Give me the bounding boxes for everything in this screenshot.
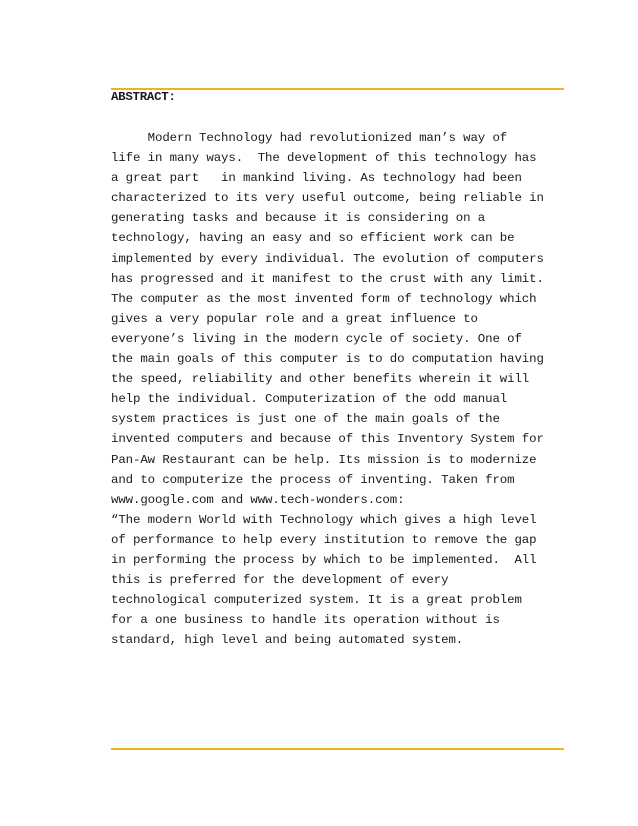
body-line: The computer as the most invented form of technology which (111, 291, 537, 306)
body-line: characterized to its very useful outcome, being reliable in (111, 191, 544, 206)
body-line: in performing the process by which to be implemented. All (111, 552, 537, 567)
body-line: standard, high level and being automated system. (111, 633, 464, 648)
body-line: life in many ways. The development of this technology has (111, 151, 537, 166)
body-line: help the individual. Computerization of the odd manual (111, 392, 508, 407)
body-line: everyone’s living in the modern cycle of society. One of (111, 331, 522, 346)
abstract-heading: ABSTRACT: (111, 90, 176, 104)
body-line: for a one business to handle its operation without is (111, 613, 500, 628)
body-line: gives a very popular role and a great influence to (111, 311, 478, 326)
body-line: Pan-Aw Restaurant can be help. Its mission is to modernize (111, 452, 537, 467)
body-line: the speed, reliability and other benefits wherein it will (111, 372, 530, 387)
body-line: system practices is just one of the main goals of the (111, 412, 500, 427)
body-line: of performance to help every institution to remove the gap (111, 532, 537, 547)
bottom-rule (111, 748, 564, 750)
body-line: has progressed and it manifest to the crust with any limit. (111, 271, 544, 286)
body-line: Modern Technology had revolutionized man’s way of (111, 131, 508, 145)
body-line: www.google.com and www.tech-wonders.com: (111, 492, 405, 507)
body-line: technology, having an easy and so efficient work can be (111, 231, 515, 246)
top-rule (111, 88, 564, 90)
body-line: this is preferred for the development of every (111, 573, 449, 588)
body-line: the main goals of this computer is to do computation having (111, 352, 544, 367)
abstract-body (111, 128, 571, 650)
body-line: a great part in mankind living. As technology had been (111, 171, 522, 186)
body-line: and to computerize the process of inventing. Taken from (111, 472, 515, 487)
body-line: implemented by every individual. The evolution of computers (111, 251, 544, 266)
body-line: invented computers and because of this Inventory System for (111, 432, 544, 447)
body-line: “The modern World with Technology which gives a high level (111, 512, 537, 527)
body-line: technological computerized system. It is a great problem (111, 593, 522, 608)
body-line: generating tasks and because it is considering on a (111, 211, 486, 226)
